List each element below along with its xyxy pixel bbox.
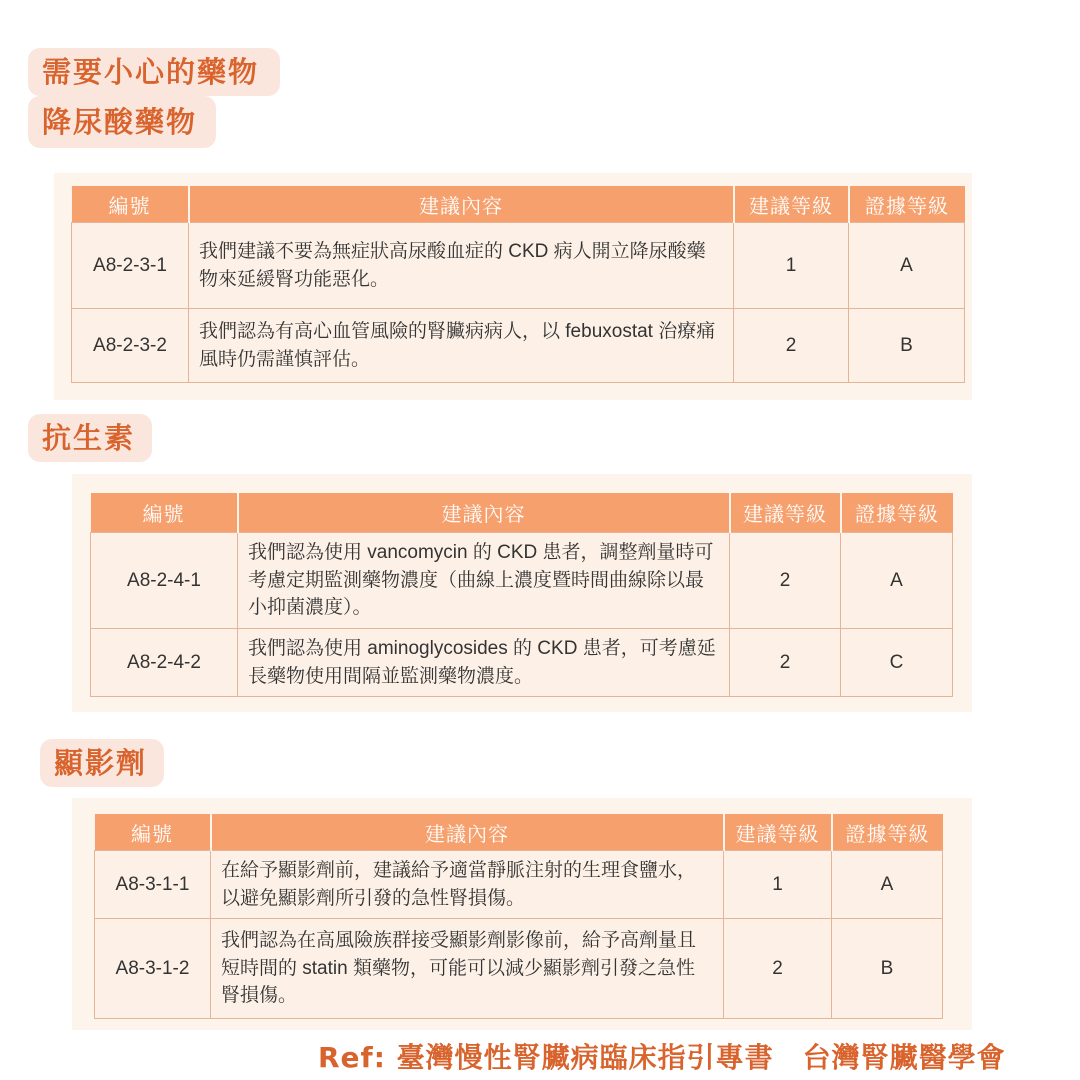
row-level: 2 [724,919,832,1019]
row-id: A8-2-4-2 [91,629,238,697]
row-id: A8-2-3-2 [72,309,189,383]
reference-footer: Ref: 臺灣慢性腎臟病臨床指引專書 台灣腎臟醫學會 [318,1041,1006,1074]
header-level: 建議等級 [724,814,832,851]
table-contrast-agents [94,814,943,1019]
header-evidence: 證據等級 [832,814,943,851]
table-row [72,309,965,383]
row-evidence: B [832,919,943,1019]
header-level: 建議等級 [730,493,841,533]
header-id: 編號 [95,814,211,851]
row-level: 1 [724,851,832,919]
row-evidence: A [849,223,965,309]
heading-contrast-agents [40,739,164,787]
table-header-row [72,186,965,223]
row-content: 我們認為使用 aminoglycosides 的 CKD 患者，可考慮延長藥物使用間隔並監測藥物濃度。 [238,629,730,697]
row-level: 1 [734,223,849,309]
row-evidence: A [841,533,953,629]
header-content: 建議內容 [238,493,730,533]
table-antibiotics [90,493,953,697]
header-id: 編號 [72,186,189,223]
row-id: A8-3-1-2 [95,919,211,1019]
row-content: 我們認為有高心血管風險的腎臟病病人，以 febuxostat 治療痛風時仍需謹慎評估。 [189,309,734,383]
heading-antibiotics [28,414,152,462]
row-level: 2 [730,629,841,697]
row-content: 我們建議不要為無症狀高尿酸血症的 CKD 病人開立降尿酸藥物來延緩腎功能惡化。 [189,223,734,309]
row-id: A8-2-4-1 [91,533,238,629]
row-id: A8-2-3-1 [72,223,189,309]
row-level: 2 [730,533,841,629]
table-header-row [91,493,953,533]
heading-careful-drugs [28,48,280,96]
heading-uric-acid-drugs [28,96,216,148]
row-content: 在給予顯影劑前，建議給予適當靜脈注射的生理食鹽水，以避免顯影劑所引發的急性腎損傷。 [211,851,724,919]
table-row [91,533,953,629]
header-evidence: 證據等級 [849,186,965,223]
row-level: 2 [734,309,849,383]
table-row [91,629,953,697]
header-content: 建議內容 [211,814,724,851]
row-evidence: B [849,309,965,383]
header-id: 編號 [91,493,238,533]
heading-uric-acid-text: 降尿酸藥物 [42,104,198,139]
heading-contrast-text: 顯影劑 [54,745,148,780]
row-content: 我們認為使用 vancomycin 的 CKD 患者，調整劑量時可考慮定期監測藥物濃度（曲線上濃度暨時間曲線除以最小抑菌濃度）。 [238,533,730,629]
table-row [72,223,965,309]
heading-antibiotics-text: 抗生素 [42,420,136,455]
header-evidence: 證據等級 [841,493,953,533]
table-row [95,851,943,919]
row-evidence: A [832,851,943,919]
row-evidence: C [841,629,953,697]
heading-careful-drugs-text: 需要小心的藥物 [42,54,260,89]
header-content: 建議內容 [189,186,734,223]
table-uric-acid [71,186,965,383]
header-level: 建議等級 [734,186,849,223]
table-header-row [95,814,943,851]
row-id: A8-3-1-1 [95,851,211,919]
table-row [95,919,943,1019]
row-content: 我們認為在高風險族群接受顯影劑影像前，給予高劑量且短時間的 statin 類藥物，可能可以減少顯影劑引發之急性腎損傷。 [211,919,724,1019]
